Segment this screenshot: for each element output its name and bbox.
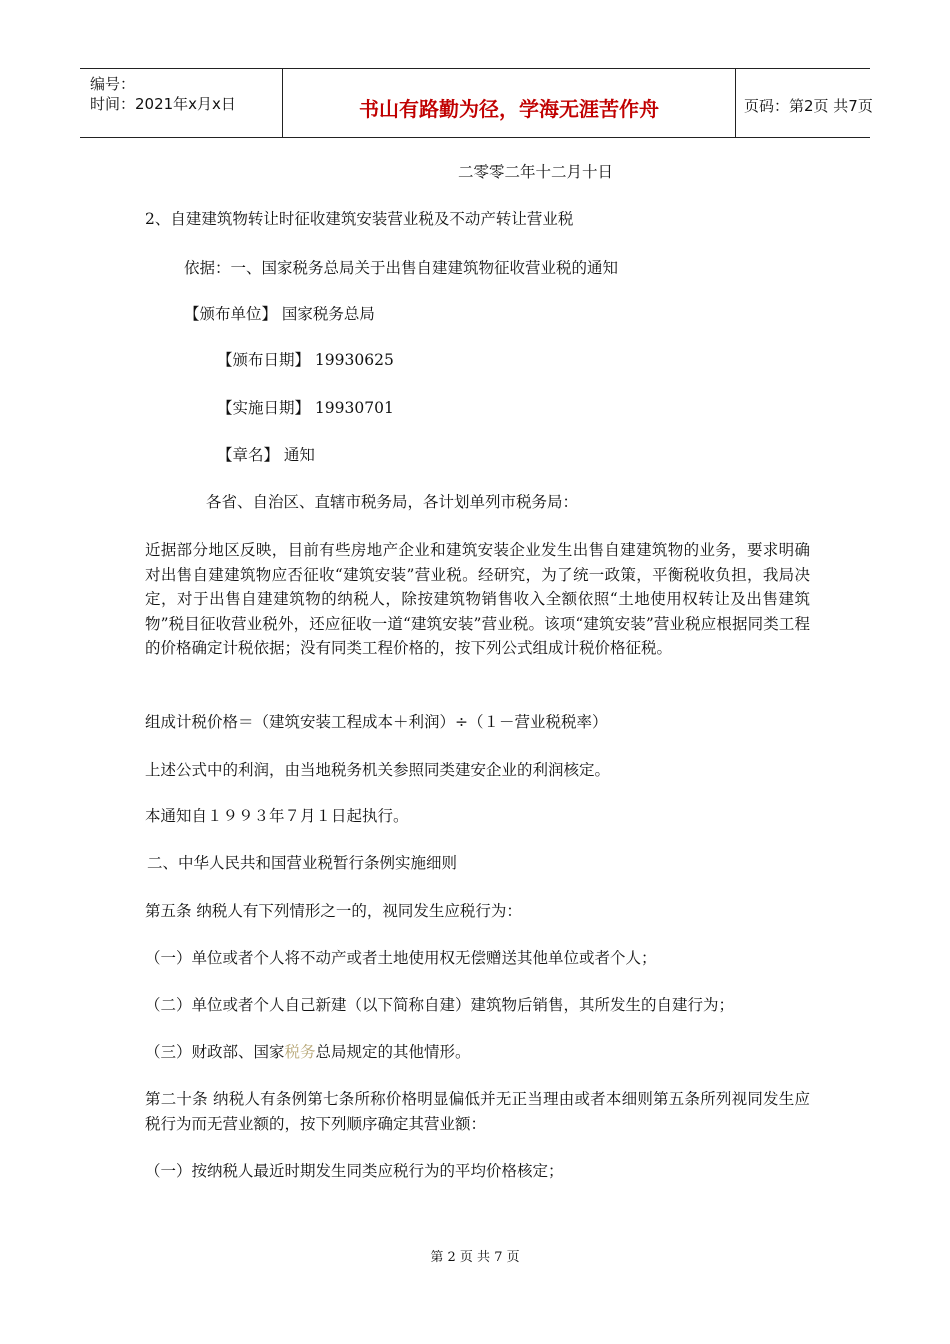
issue-date-line: 【颁布日期】 19930625 xyxy=(217,351,394,369)
formula-line: 组成计税价格＝（建筑安装工程成本＋利润）÷（１－营业税税率） xyxy=(145,713,608,731)
effective-date-line: 【实施日期】 19930701 xyxy=(217,399,394,417)
header-right-cell xyxy=(734,69,873,137)
chapter-line: 【章名】 通知 xyxy=(217,446,315,464)
profit-note-line: 上述公式中的利润，由当地税务机关参照同类建安企业的利润核定。 xyxy=(145,761,611,779)
page-footer: 第 2 页 共 7 页 xyxy=(430,1250,520,1265)
item-3-text-end: 总局规定的其他情形。 xyxy=(315,1043,471,1061)
header-left-cell xyxy=(80,69,282,137)
article-5-line: 第五条 纳税人有下列情形之一的，视同发生应税行为： xyxy=(145,902,522,920)
section-heading-2: 2、自建建筑物转让时征收建筑安装营业税及不动产转让营业税 xyxy=(145,210,574,228)
tax-keyword-link[interactable]: 税务 xyxy=(284,1043,316,1061)
notice-body-paragraph: 近据部分地区反映，目前有些房地产企业和建筑安装企业发生出售自建建筑物的业务，要求明确对出售自建建筑物应否征收“建筑安装”营业税。经研究，为了统一政策，平衡税收负担，我局决定，对于出售自建建筑物的纳税人，除按建筑物销售收入全额依照“土地使用权转让及出售建筑物”税目征收营业税外，还应征收一道“建筑安装”营业税。该项“建筑安装”营业税应根据同类工程的价格确定计税依据；没有同类工程价格的，按下列公式组成计税价格征税。 xyxy=(145,541,810,657)
section-2-heading: 二、中华人民共和国营业税暂行条例实施细则 xyxy=(147,854,458,872)
document-time-label: 时间：2021年x月x日 xyxy=(90,95,236,113)
article-5-item-2: （二）单位或者个人自己新建（以下简称自建）建筑物后销售，其所发生的自建行为； xyxy=(145,996,735,1014)
article-5-item-3 xyxy=(145,1040,471,1064)
effective-note-line: 本通知自１９９３年７月１日起执行。 xyxy=(145,807,409,825)
article-20-paragraph: 第二十条 纳税人有条例第七条所称价格明显偏低并无正当理由或者本细则第五条所列视同发生应税行为而无营业额的，按下列顺序确定其营业额： xyxy=(145,1090,810,1133)
header-motto: 书山有路勤为径，学海无涯苦作舟 xyxy=(359,97,659,121)
addressee-line: 各省、自治区、直辖市税务局，各计划单列市税务局： xyxy=(206,493,579,511)
article-5-item-1: （一）单位或者个人将不动产或者土地使用权无偿赠送其他单位或者个人； xyxy=(145,949,657,967)
header-page-label: 页码：第2页 共7页 xyxy=(744,97,873,115)
basis-line: 依据：一、国家税务总局关于出售自建建筑物征收营业税的通知 xyxy=(184,259,619,277)
document-number-label: 编号： xyxy=(90,75,136,93)
article-20-item-1: （一）按纳税人最近时期发生同类应税行为的平均价格核定； xyxy=(145,1162,564,1180)
header-table xyxy=(80,68,873,138)
item-3-text-start: （三）财政部、国家 xyxy=(145,1043,285,1061)
issuer-line: 【颁布单位】 国家税务总局 xyxy=(184,305,375,323)
date-line: 二零零二年十二月十日 xyxy=(458,163,614,181)
header-center-cell xyxy=(282,69,736,137)
